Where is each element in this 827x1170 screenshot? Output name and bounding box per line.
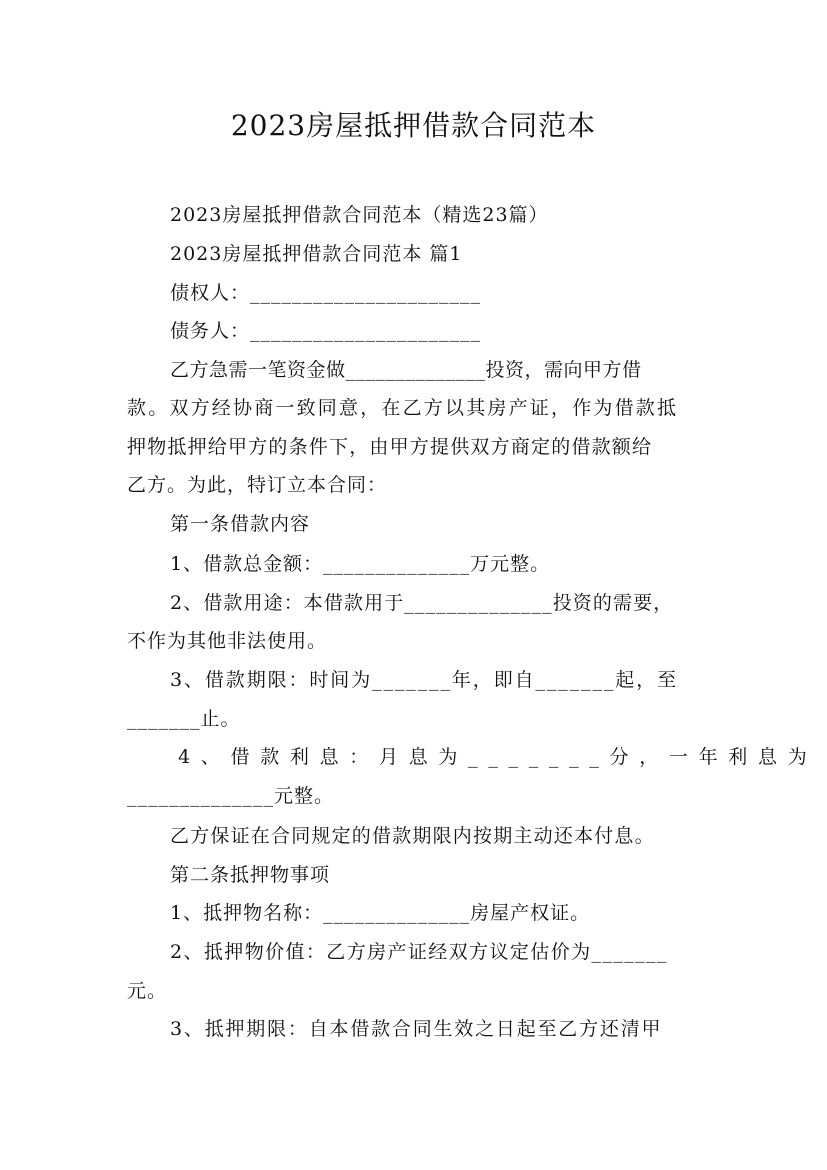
clause-line: 不作为其他非法使用。 bbox=[127, 630, 328, 652]
clause-line: 2、抵押物价值：乙方房产证经双方议定估价为_______ bbox=[170, 941, 668, 963]
document-title: 2023房屋抵押借款合同范本 bbox=[230, 109, 597, 142]
clause-line: ______________元整。 bbox=[127, 785, 335, 807]
paragraph-subtitle: 2023房屋抵押借款合同范本（精选23篇） bbox=[170, 204, 549, 226]
paragraph-line: 押物抵押给甲方的条件下，由甲方提供双方商定的借款额给 bbox=[127, 436, 653, 458]
clause-line: 3、抵押期限：自本借款合同生效之日起至乙方还清甲 bbox=[170, 1018, 663, 1040]
paragraph-line: 乙方。为此，特订立本合同： bbox=[127, 474, 388, 496]
paragraph-line: 款。双方经协商一致同意，在乙方以其房产证，作为借款抵 bbox=[127, 397, 679, 419]
debtor-line: 债务人：______________________ bbox=[170, 320, 482, 342]
paragraph-line: 乙方急需一笔资金做______________投资，需向甲方借 bbox=[170, 359, 642, 381]
creditor-line: 债权人：______________________ bbox=[170, 282, 482, 304]
paragraph-line: 乙方保证在合同规定的借款期限内按期主动还本付息。 bbox=[170, 825, 655, 847]
paragraph-heading: 2023房屋抵押借款合同范本 篇1 bbox=[170, 243, 463, 265]
clause-line: 1、抵押物名称：______________房屋产权证。 bbox=[170, 902, 591, 924]
section-heading: 第二条抵押物事项 bbox=[170, 864, 331, 886]
section-heading: 第一条借款内容 bbox=[170, 513, 311, 535]
clause-line: 元。 bbox=[127, 980, 168, 1002]
clause-line: 2、借款用途：本借款用于______________投资的需要， bbox=[170, 592, 674, 614]
clause-line: _______止。 bbox=[127, 708, 241, 730]
clause-line: 3、借款期限：时间为_______年，即自_______起，至 bbox=[170, 669, 678, 691]
clause-line: 1、借款总金额：______________万元整。 bbox=[170, 553, 551, 575]
clause-line: 4、借款利息：月息为_______分，一年利息为 bbox=[178, 746, 818, 768]
